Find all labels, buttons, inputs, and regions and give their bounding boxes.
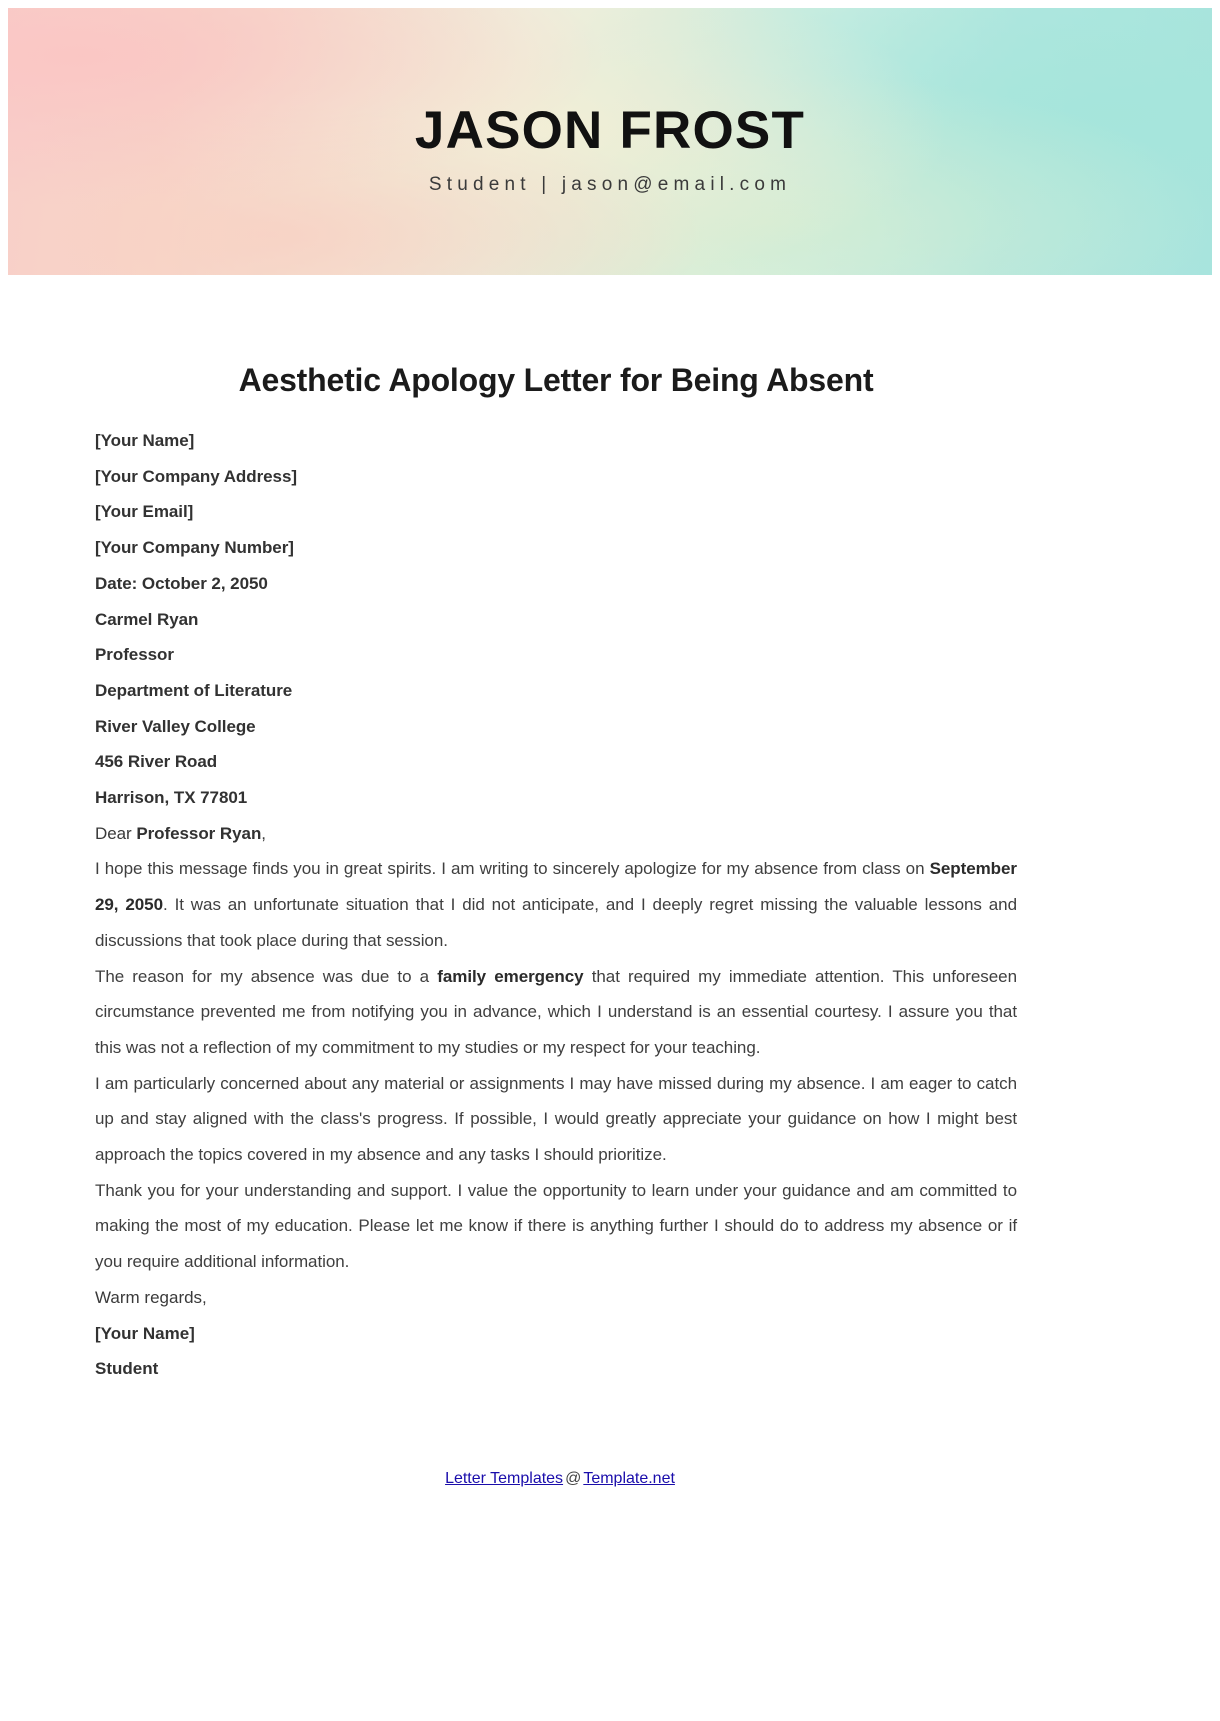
paragraph-2-segment-0: I am particularly concerned about any material or assignments I may have missed during my absence. I am eager to catch up and stay aligned with the class's progress. If possible, I would greatly appreciate your guidance on how I might best approach the topics covered in my absence and any tasks I should prioritize. xyxy=(95,1073,1017,1165)
recipient-line-4: 456 River Road xyxy=(95,752,218,772)
paragraph-1-segment-1: family emergency xyxy=(437,966,584,986)
salutation-name: Professor Ryan xyxy=(136,823,262,843)
recipient-line-0: Carmel Ryan xyxy=(95,609,199,629)
date-line: Date: October 2, 2050 xyxy=(95,573,268,593)
footer-separator: @ xyxy=(565,1470,582,1487)
letter-paragraph-1 xyxy=(95,959,1017,1066)
paragraph-0-segment-2: . It was an unfortunate situation that I did not anticipate, and I deeply regret missing the valuable lessons and discussions that took place during that session. xyxy=(95,895,1017,950)
paragraph-0-segment-0: I hope this message finds you in great spirits. I am writing to sincerely apologize for my absence from class on xyxy=(95,859,930,879)
paragraph-1-segment-0: The reason for my absence was due to a xyxy=(95,966,438,986)
signature-line-1: Student xyxy=(95,1359,159,1379)
recipient-line-2: Department of Literature xyxy=(95,680,293,700)
letterhead-name: JASON FROST xyxy=(414,100,806,160)
letter-paragraph-0 xyxy=(95,851,1017,958)
recipient-line-3: River Valley College xyxy=(95,716,256,736)
letterhead-banner xyxy=(8,8,1212,275)
letter-paragraphs xyxy=(95,851,1017,1279)
paragraph-0-segment-1: September 29, 2050 xyxy=(95,859,1017,915)
paragraph-1-segment-2: that required my immediate attention. This unforeseen circumstance prevented me from notifying you in advance, which I understand is an essential courtesy. I assure you that this was not a reflection of my commitment to my studies or my respect for your teaching. xyxy=(95,966,1017,1057)
sender-line-3: [Your Company Number] xyxy=(95,538,294,558)
signature-block xyxy=(95,1316,1017,1387)
closing-line: Warm regards, xyxy=(95,1287,207,1307)
letterhead-subtitle: Student | jason@email.com xyxy=(428,173,792,195)
footer-link-template-net[interactable]: Template.net xyxy=(583,1470,675,1487)
letter-paragraph-2 xyxy=(95,1066,1017,1173)
salutation xyxy=(95,816,1017,852)
footer-link-letter-templates[interactable]: Letter Templates xyxy=(445,1470,564,1487)
recipient-address-block xyxy=(95,602,1017,816)
page-title: Aesthetic Apology Letter for Being Absent xyxy=(238,362,874,398)
recipient-line-5: Harrison, TX 77801 xyxy=(95,788,248,808)
sender-address-block xyxy=(95,423,1017,566)
sender-line-0: [Your Name] xyxy=(95,431,195,450)
recipient-line-1: Professor xyxy=(95,645,174,665)
sender-line-1: [Your Company Address] xyxy=(95,466,297,486)
salutation-prefix: Dear xyxy=(95,823,137,843)
letter-paragraph-3 xyxy=(95,1173,1017,1280)
sender-line-2: [Your Email] xyxy=(95,502,194,522)
signature-line-0: [Your Name] xyxy=(95,1323,195,1343)
paragraph-3-segment-0: Thank you for your understanding and support. I value the opportunity to learn under your guidance and am committed to making the most of my education. Please let me know if there is anything further I should do to address my absence or if you require additional information. xyxy=(95,1180,1017,1272)
salutation-suffix: , xyxy=(261,823,266,843)
footer xyxy=(0,1470,1120,1488)
document-body xyxy=(95,360,1017,1387)
